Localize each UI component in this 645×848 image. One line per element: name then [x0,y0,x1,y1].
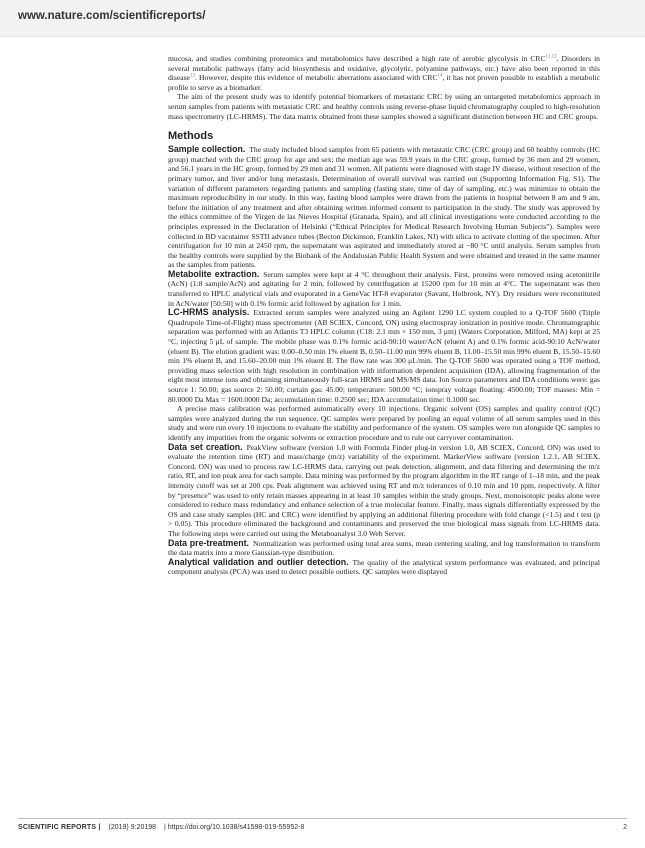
sample-collection-paragraph [168,145,600,270]
pretreatment-title: Data pre-treatment. [168,537,249,548]
reference-link[interactable]: 13 [189,73,195,79]
validation-paragraph [168,558,600,577]
sample-collection-title: Sample collection. [168,144,246,155]
intro-paragraph-1 [168,54,600,92]
data-set-title: Data set creation. [168,441,243,452]
data-set-paragraph [168,443,600,539]
footer-divider [18,818,627,819]
intro-text-d: , it has not proven possible to establish a metabolic profile to serve as a biomarker. [168,73,600,92]
lc-hrms-title: LC-HRMS analysis. [168,307,250,318]
site-url[interactable]: www.nature.com/scientificreports/ [18,10,206,22]
intro-text-b: . Disorders in several metabolic pathways (fatty acid biosynthesis and oxidative, glycolytic, polyamine pathways, etc.) have also been reported in this disease [168,54,600,83]
metabolite-extraction-paragraph [168,270,600,308]
validation-title: Analytical validation and outlier detection. [168,556,349,567]
reference-link[interactable]: 14 [437,73,443,79]
citation: (2019) 9:20198 [108,824,157,831]
lc-hrms-paragraph-2: A precise mass calibration was performed automatically every 10 injections. Organic solvent (OS) samples and quality control (QC) samples were analyzed during the run sequence. QC samples were prepared by pooling an equal volume of all serum samples used in this study and were run every 10 injections to evaluate the stability and performance of the system. OS samples were run alongside QC samples to identify any impurities from the organic solvents or extraction procedure and to rule out carryover contamination. [168,404,600,442]
journal-name: SCIENTIFIC REPORTS | [18,824,101,831]
lc-hrms-text: Extracted serum samples were analyzed using an Agilent 1290 LC system coupled to a Q-TOF 5600 (Triple Quadrupole Time-of-Flight) mass spectrometer (AB SCIEX, Concord, ON) using electrospray ionization in positive mode. Chromatographic separation was performed with an Atlantis T3 HPLC column (C18: 2.1 mm × 150 mm, 3 μm) (Waters Corporation, Milford, MA) kept at 25 °C, injecting 5 μL of sample. The mobile phase was 0.1% formic acid-90:10 water/AcN (eluent A) and 0.1% formic acid-90:10 AcN/water (eluent B). The elution gradient was: 0.00–0.50 min 1% eluent B, 0.50–11.00 min 99% eluent B, 11.00–15.50 min 99% eluent B, 15.50–15.60 min 1% eluent B, and 15.60–20.00 min 1% eluent B. The flow rate was 300 μL/min. The Q-TOF 5600 was operated using a TOF method, providing mass selection with high resolution in combination with information dependent acquisition (IDA), allowing fragmentation of the eight most intense ions and obtaining simultaneously full-scan HRMS and MS/MS data. Ion Source parameters and IDA conditions were: gas source 1: 50.00; gas source 2: 50.00; curtain gas: 45.00; temperature: 500.00 °C; ionspray voltage floating: 4500.00; TOF masses: Min = 80.0000 Da Max = 1600.0000 Da; accumulation time: 0.2500 sec; IDA accumulation time: 0.1000 sec. [168,308,601,404]
metabolite-extraction-title: Metabolite extraction. [168,268,260,279]
page-number: 2 [623,824,627,831]
doi-link[interactable]: | https://doi.org/10.1038/s41598-019-55952-8 [163,824,305,831]
pretreatment-text: Normalization was performed using total area sums, mean centering scaling, and log transformation to transform the data matrix into a more Gaussian-type distribution. [168,538,600,558]
intro-paragraph-2: The aim of the present study was to identify potential biomarkers of metastatic CRC by using an untargeted metabolomics approach in serum samples from patients with metastatic CRC and healthy controls using reverse-phase liquid chromatography coupled to high-resolution mass spectrometry (LC-HRMS). The data matrix obtained from these samples showed a significant distinction between HC and CRC groups. [168,92,600,121]
reference-link[interactable]: 11,12 [545,54,557,60]
methods-heading: Methods [168,130,214,143]
header-bar [0,0,645,37]
article-body [168,54,600,577]
sample-collection-text: The study included blood samples from 65 patients with metastatic CRC (CRC group) and 60 healthy controls (HC group) matched with the CRC group for age and sex; the median age was 59.9 years in the CRC group, formed by 36 men and 29 women, and 56.1 years in the HC group, formed by 29 men and 31 women. All patients were diagnosed with stage IV disease, without resection of the primary tumor, and liver and/or lung metastasis. Determination of overall survival was carried out (Supporting Information Fig. S1). The variation of different parameters regarding patients and sampling (fasting state, time of day of sampling, etc.) was minimize to obtain the maximum reproducibility in our study. In this way, fasting blood samples were drawn from the patients in hospital between 8 am and 9 am, before the initiation of any treatment and after obtaining written informed consent to participation in the study. The study was approved by the ethics committee of the Virgen de las Nieves Hospital (Granada, Spain), and all clinical investigations were conducted according to the principles expressed in the Declaration of Helsinki (“Ethical Principles for Medical Research Involving Human Subjects”). Samples were collected in BD vacutainer SSTII advance tubes (Becton Dickinson, Franklin Lakes, NJ) with silica to activate clotting of the specimen. After centrifugation for 10 min at 2450 rpm, the supernatant was aspirated and immediately stored at −80 °C until analysis. Serum samples from the healthy controls were supplied by the Biobank of the Andalusian Public Health System and were obtained and treated in the same manner as the samples from patients. [168,145,600,270]
intro-text-a: mucosa, and studies combining proteomics and metabolomics have described a high rate of aerobic glycolysis in CRC [168,54,546,63]
validation-text: The quality of the analytical system performance was evaluated, and principal component analysis (PCA) was used to detect possible outliers. QC samples were displayed [168,557,600,577]
page-footer [18,824,627,831]
pretreatment-paragraph [168,539,600,558]
metabolite-extraction-text: Serum samples were kept at 4 °C throughout their analysis. First, proteins were removed using acetonitrile (AcN) (1:8 sample/AcN) and agitating for 2 min, followed by centrifugation at 15200 rpm for 10 min at 4°C. The supernatant was then transferred to HPLC analytical vials and evaporated in a GeneVac HT-8 evaporator (Savant, Holbrook, NY). Dry residues were reconstituted in AcN/water [50:50] with 0.1% formic acid followed by agitation for 1 min. [168,269,600,308]
data-set-text: PeakView software (version 1.0 with Formula Finder plug-in version 1.0, AB SCIEX, Concord, ON) was used to evaluate the retention time (RT) and mass/charge (m/z) variability of the experiment. MarkerView software (version 1.2.1, AB SCIEX, Concord, ON) was used to process raw LC-HRMS data, carrying out peak detection, alignment, and data filtering and determining the m/z ratio, RT, and ion peak area for each sample. Data mining was performed by the program algorithm in the RT range of 1–18 min, and the peak intensity cutoff was set at 200 cps. Peak alignment was achieved using RT and m/z tolerances of 0.10 min and 10 ppm, respectively. A filter by “presence” was used to only retain masses appearing in at least 10 samples within the study groups. Next, monoisotopic peaks alone were considered to reduce mass redundancy and enhance selection of a true molecular feature. Finally, mass signals differentially expressed by the OS and case study samples (HC and CRC) were identified by applying an additional filtering procedure with fold change (<1.5) and t test (p > 0.05). This procedure eliminated the background and contaminants and preserved the true biological mass signals from LC-HRMS data. The following steps were carried out using the Metaboanalyst 3.0 Web Server. [168,442,600,538]
lc-hrms-paragraph [168,308,600,404]
intro-text-c: . However, despite this evidence of metabolic aberrations associated with CRC [194,73,438,83]
